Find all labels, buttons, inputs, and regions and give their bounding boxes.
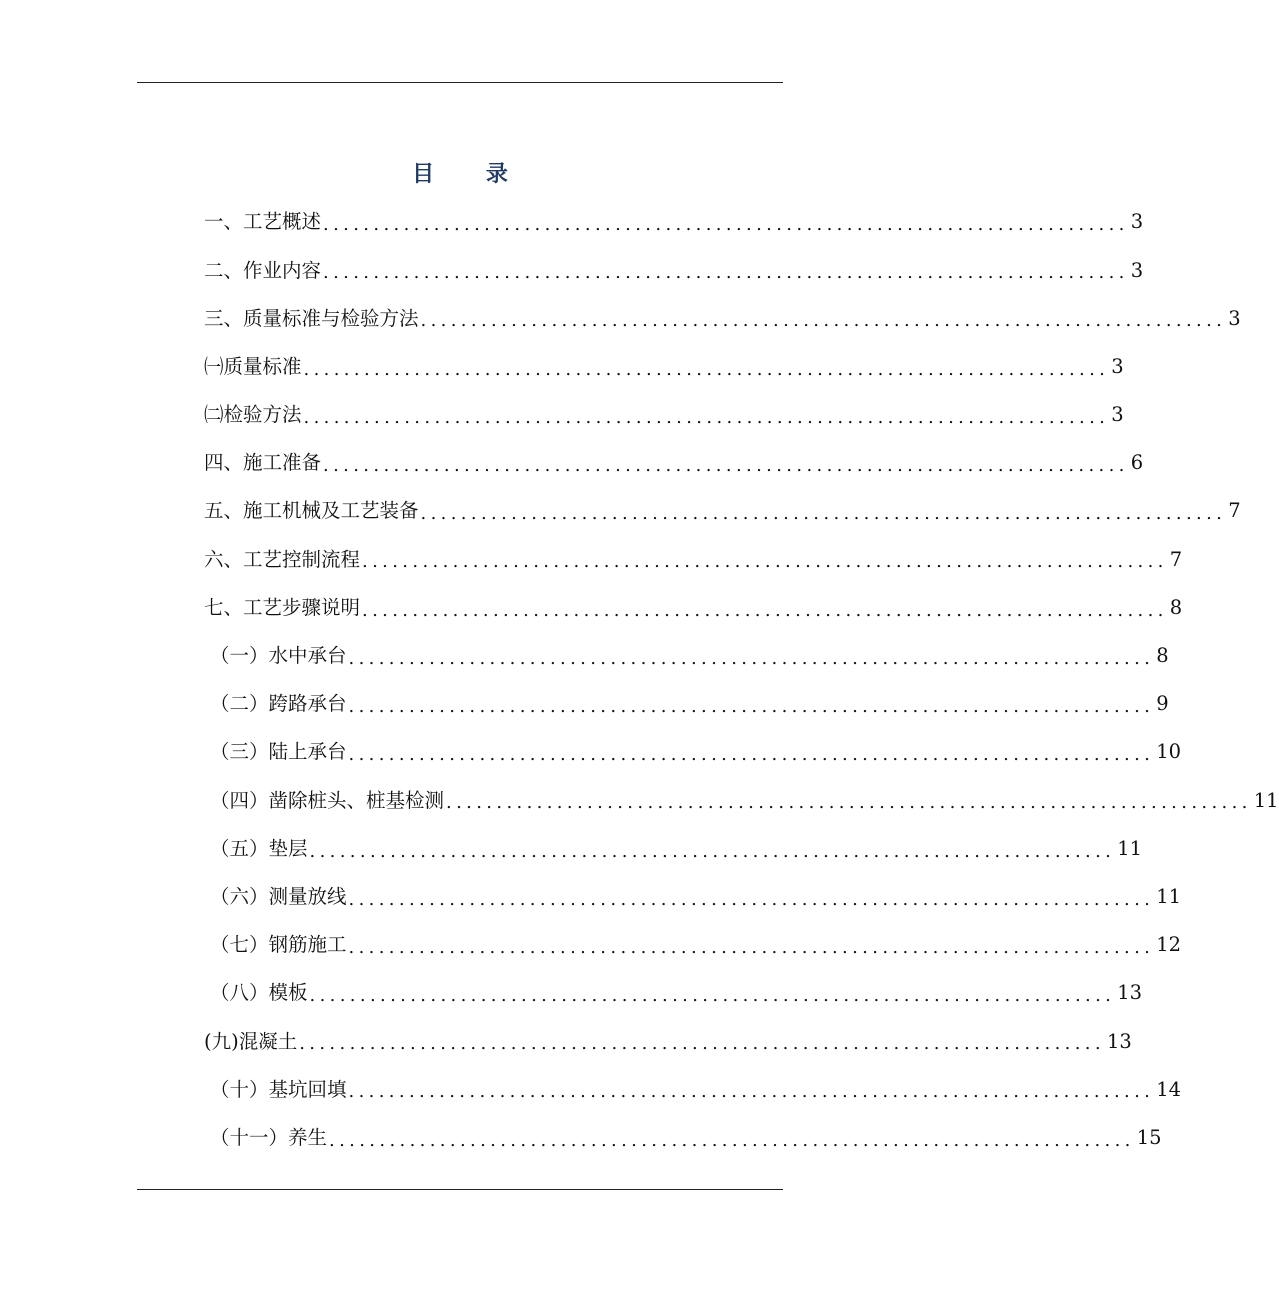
toc-leader-dots: ................................................................................: [348, 1081, 1155, 1103]
toc-entry-label: （八）模板: [204, 983, 310, 1003]
toc-leader-dots: ................................................................................: [303, 406, 1110, 428]
toc-entry-page: 3: [1130, 258, 1144, 282]
toc-entry[interactable]: [204, 246, 1144, 294]
toc-entry[interactable]: [204, 584, 1183, 632]
header-rule: [137, 82, 783, 83]
toc-entry[interactable]: [204, 921, 1182, 969]
toc-entry[interactable]: [204, 873, 1182, 921]
toc-leader-dots: ................................................................................: [329, 1129, 1135, 1151]
toc-entry-page: 3: [1111, 403, 1124, 427]
toc-leader-dots: ................................................................................: [348, 647, 1155, 669]
toc-entry-label: （一）水中承台: [204, 646, 349, 666]
toc-entry[interactable]: [204, 680, 1169, 728]
toc-entry-label: 六、工艺控制流程: [204, 547, 361, 571]
toc-entry[interactable]: [204, 969, 1143, 1017]
toc-entry-page: 12: [1156, 933, 1182, 957]
toc-entry[interactable]: [204, 728, 1182, 776]
toc-leader-dots: ................................................................................: [323, 214, 1129, 236]
toc-entry-label: （三）陆上承台: [204, 742, 349, 762]
toc-entry-label: ㈡检验方法: [204, 403, 302, 427]
toc-entry[interactable]: [204, 1114, 1162, 1162]
toc-leader-dots: ................................................................................: [446, 792, 1252, 814]
toc-leader-dots: ................................................................................: [299, 1033, 1105, 1055]
toc-entry[interactable]: [204, 391, 1124, 439]
toc-entry-page: 3: [1111, 354, 1124, 378]
toc-entry-page: 8: [1156, 644, 1169, 668]
toc-entry-page: 3: [1130, 210, 1144, 234]
toc-entry-page: 10: [1156, 740, 1182, 764]
toc-entry-label: （四）凿除桩头、桩基检测: [204, 791, 446, 811]
toc-leader-dots: ................................................................................: [420, 310, 1227, 332]
toc-entry-label: 四、施工准备: [204, 451, 322, 475]
toc-entry-label: 一、工艺概述: [204, 210, 322, 234]
toc-title: 目 录: [412, 161, 530, 187]
toc-entry-page: 11: [1156, 884, 1182, 908]
toc-leader-dots: ................................................................................: [348, 744, 1155, 766]
toc-entry-page: 3: [1228, 306, 1241, 330]
toc-entry-page: 6: [1130, 451, 1144, 475]
toc-entry-label: 五、施工机械及工艺装备: [204, 499, 419, 523]
toc-entry-page: 8: [1169, 595, 1183, 619]
toc-leader-dots: ................................................................................: [362, 551, 1168, 573]
toc-entry[interactable]: [204, 1065, 1182, 1113]
toc-leader-dots: ................................................................................: [348, 888, 1155, 910]
toc-entry[interactable]: [204, 1017, 1132, 1065]
toc-leader-dots: ................................................................................: [309, 985, 1116, 1007]
toc-entry-page: 7: [1228, 499, 1241, 523]
toc-entry-page: 14: [1156, 1077, 1182, 1101]
toc-entry-label: ㈠质量标准: [204, 354, 302, 378]
toc-entry-page: 13: [1117, 981, 1143, 1005]
toc-entry[interactable]: [204, 824, 1143, 872]
toc-leader-dots: ................................................................................: [323, 262, 1129, 284]
table-of-contents: [204, 198, 1279, 1162]
toc-leader-dots: ................................................................................: [348, 936, 1155, 958]
toc-entry-label: （二）跨路承台: [204, 694, 349, 714]
toc-entry-page: 9: [1156, 692, 1169, 716]
toc-entry[interactable]: [204, 343, 1124, 391]
toc-entry-label: 七、工艺步骤说明: [204, 595, 361, 619]
toc-entry-page: 11: [1117, 836, 1143, 860]
toc-entry[interactable]: [204, 198, 1144, 246]
toc-entry[interactable]: [204, 535, 1183, 583]
toc-leader-dots: ................................................................................: [348, 695, 1155, 717]
toc-entry[interactable]: [204, 294, 1241, 342]
toc-entry-label: （五）垫层: [204, 839, 310, 859]
toc-entry[interactable]: [204, 776, 1279, 824]
toc-entry-label: 三、质量标准与检验方法: [204, 306, 419, 330]
toc-entry-label: （六）测量放线: [204, 887, 349, 907]
toc-leader-dots: ................................................................................: [309, 840, 1116, 862]
toc-entry-label: 二、作业内容: [204, 258, 322, 282]
toc-entry-page: 15: [1136, 1125, 1162, 1149]
toc-entry-label: （十一）养生: [204, 1128, 329, 1148]
toc-entry-label: （七）钢筋施工: [204, 935, 349, 955]
toc-entry-page: 11: [1253, 788, 1279, 812]
toc-leader-dots: ................................................................................: [303, 358, 1110, 380]
toc-leader-dots: ................................................................................: [323, 455, 1129, 477]
toc-entry[interactable]: [204, 632, 1169, 680]
toc-entry-page: 7: [1169, 547, 1183, 571]
toc-entry-label: （十）基坑回填: [204, 1080, 349, 1100]
footer-rule: [137, 1189, 783, 1190]
toc-leader-dots: ................................................................................: [420, 503, 1227, 525]
toc-leader-dots: ................................................................................: [362, 599, 1168, 621]
toc-entry-label: (九)混凝土: [204, 1029, 298, 1053]
toc-entry[interactable]: [204, 487, 1241, 535]
toc-entry[interactable]: [204, 439, 1144, 487]
toc-entry-page: 13: [1106, 1029, 1132, 1053]
